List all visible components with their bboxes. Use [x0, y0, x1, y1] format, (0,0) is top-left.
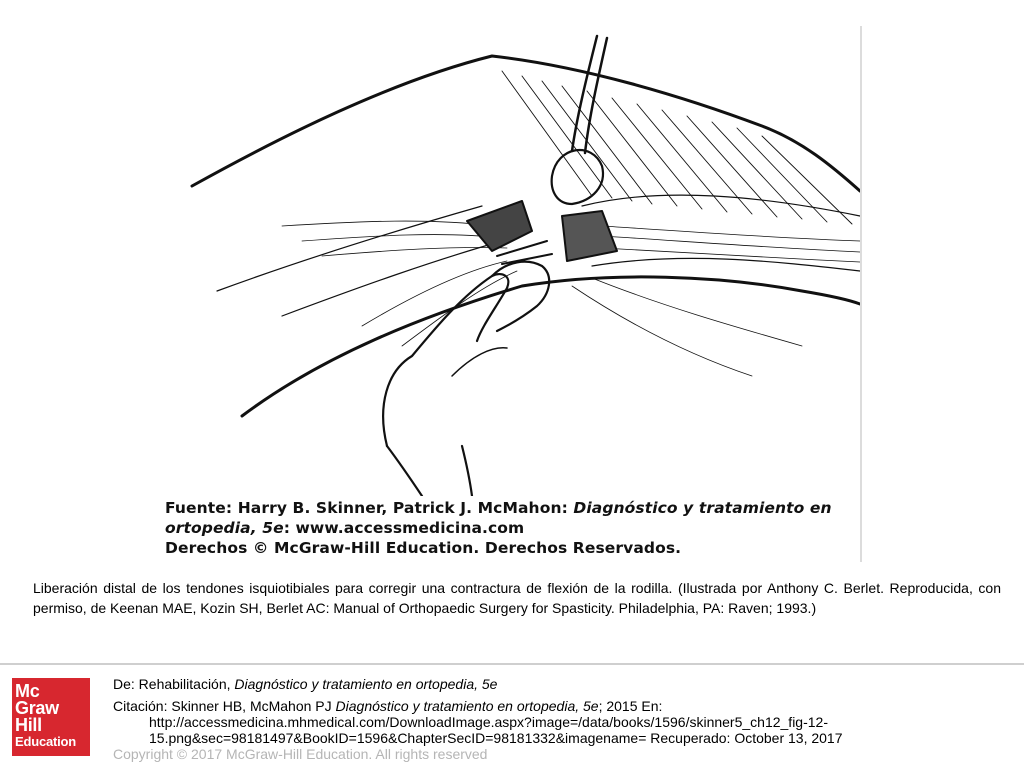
citation-url-line-2[interactable]: 15.png&sec=98181497&BookID=1596&ChapterSecID=98181332&imagename= Recuperado: October 13, 2017 — [149, 730, 843, 746]
figure-caption: Liberación distal de los tendones isquiotibiales para corregir una contractura de flexión de la rodilla. (Ilustrada por Anthony C. Berlet. Reproducida, con permiso, de Keenan MAE, Kozin SH, Berlet AC: Manual of Orthopaedic Surgery for Spasticity. Philadelphia, PA: Raven; 1993.) — [33, 580, 1001, 616]
figure-panel — [162, 26, 862, 562]
source-line-2: ortopedia, 5e: www.accessmedicina.com — [165, 519, 525, 537]
citation: Citación: Skinner HB, McMahon PJ Diagnóstico y tratamiento en ortopedia, 5e; 2015 En: — [113, 698, 663, 714]
surgical-illustration — [162, 26, 862, 496]
logo-line-hill: Hill — [15, 715, 42, 735]
figure-divider — [860, 26, 862, 562]
logo-line-education: Education — [15, 734, 77, 749]
logo-line-mc: Mc — [15, 681, 40, 701]
logo-line-graw: Graw — [15, 698, 59, 718]
source-line-1: Fuente: Harry B. Skinner, Patrick J. McMahon: Diagnóstico y tratamiento en — [165, 499, 832, 517]
figure-source-credit — [165, 498, 855, 558]
footer-divider — [0, 663, 1024, 665]
mcgraw-hill-logo — [12, 678, 90, 756]
copyright-notice: Copyright © 2017 McGraw-Hill Education. All rights reserved — [113, 746, 488, 762]
source-line-3: Derechos © McGraw-Hill Education. Derechos Reservados. — [165, 539, 682, 557]
source-book: De: Rehabilitación, Diagnóstico y tratamiento en ortopedia, 5e — [113, 676, 498, 692]
citation-url-line-1[interactable]: http://accessmedicina.mhmedical.com/DownloadImage.aspx?image=/data/books/1596/skinner5_ch12_fig-12- — [149, 714, 828, 730]
